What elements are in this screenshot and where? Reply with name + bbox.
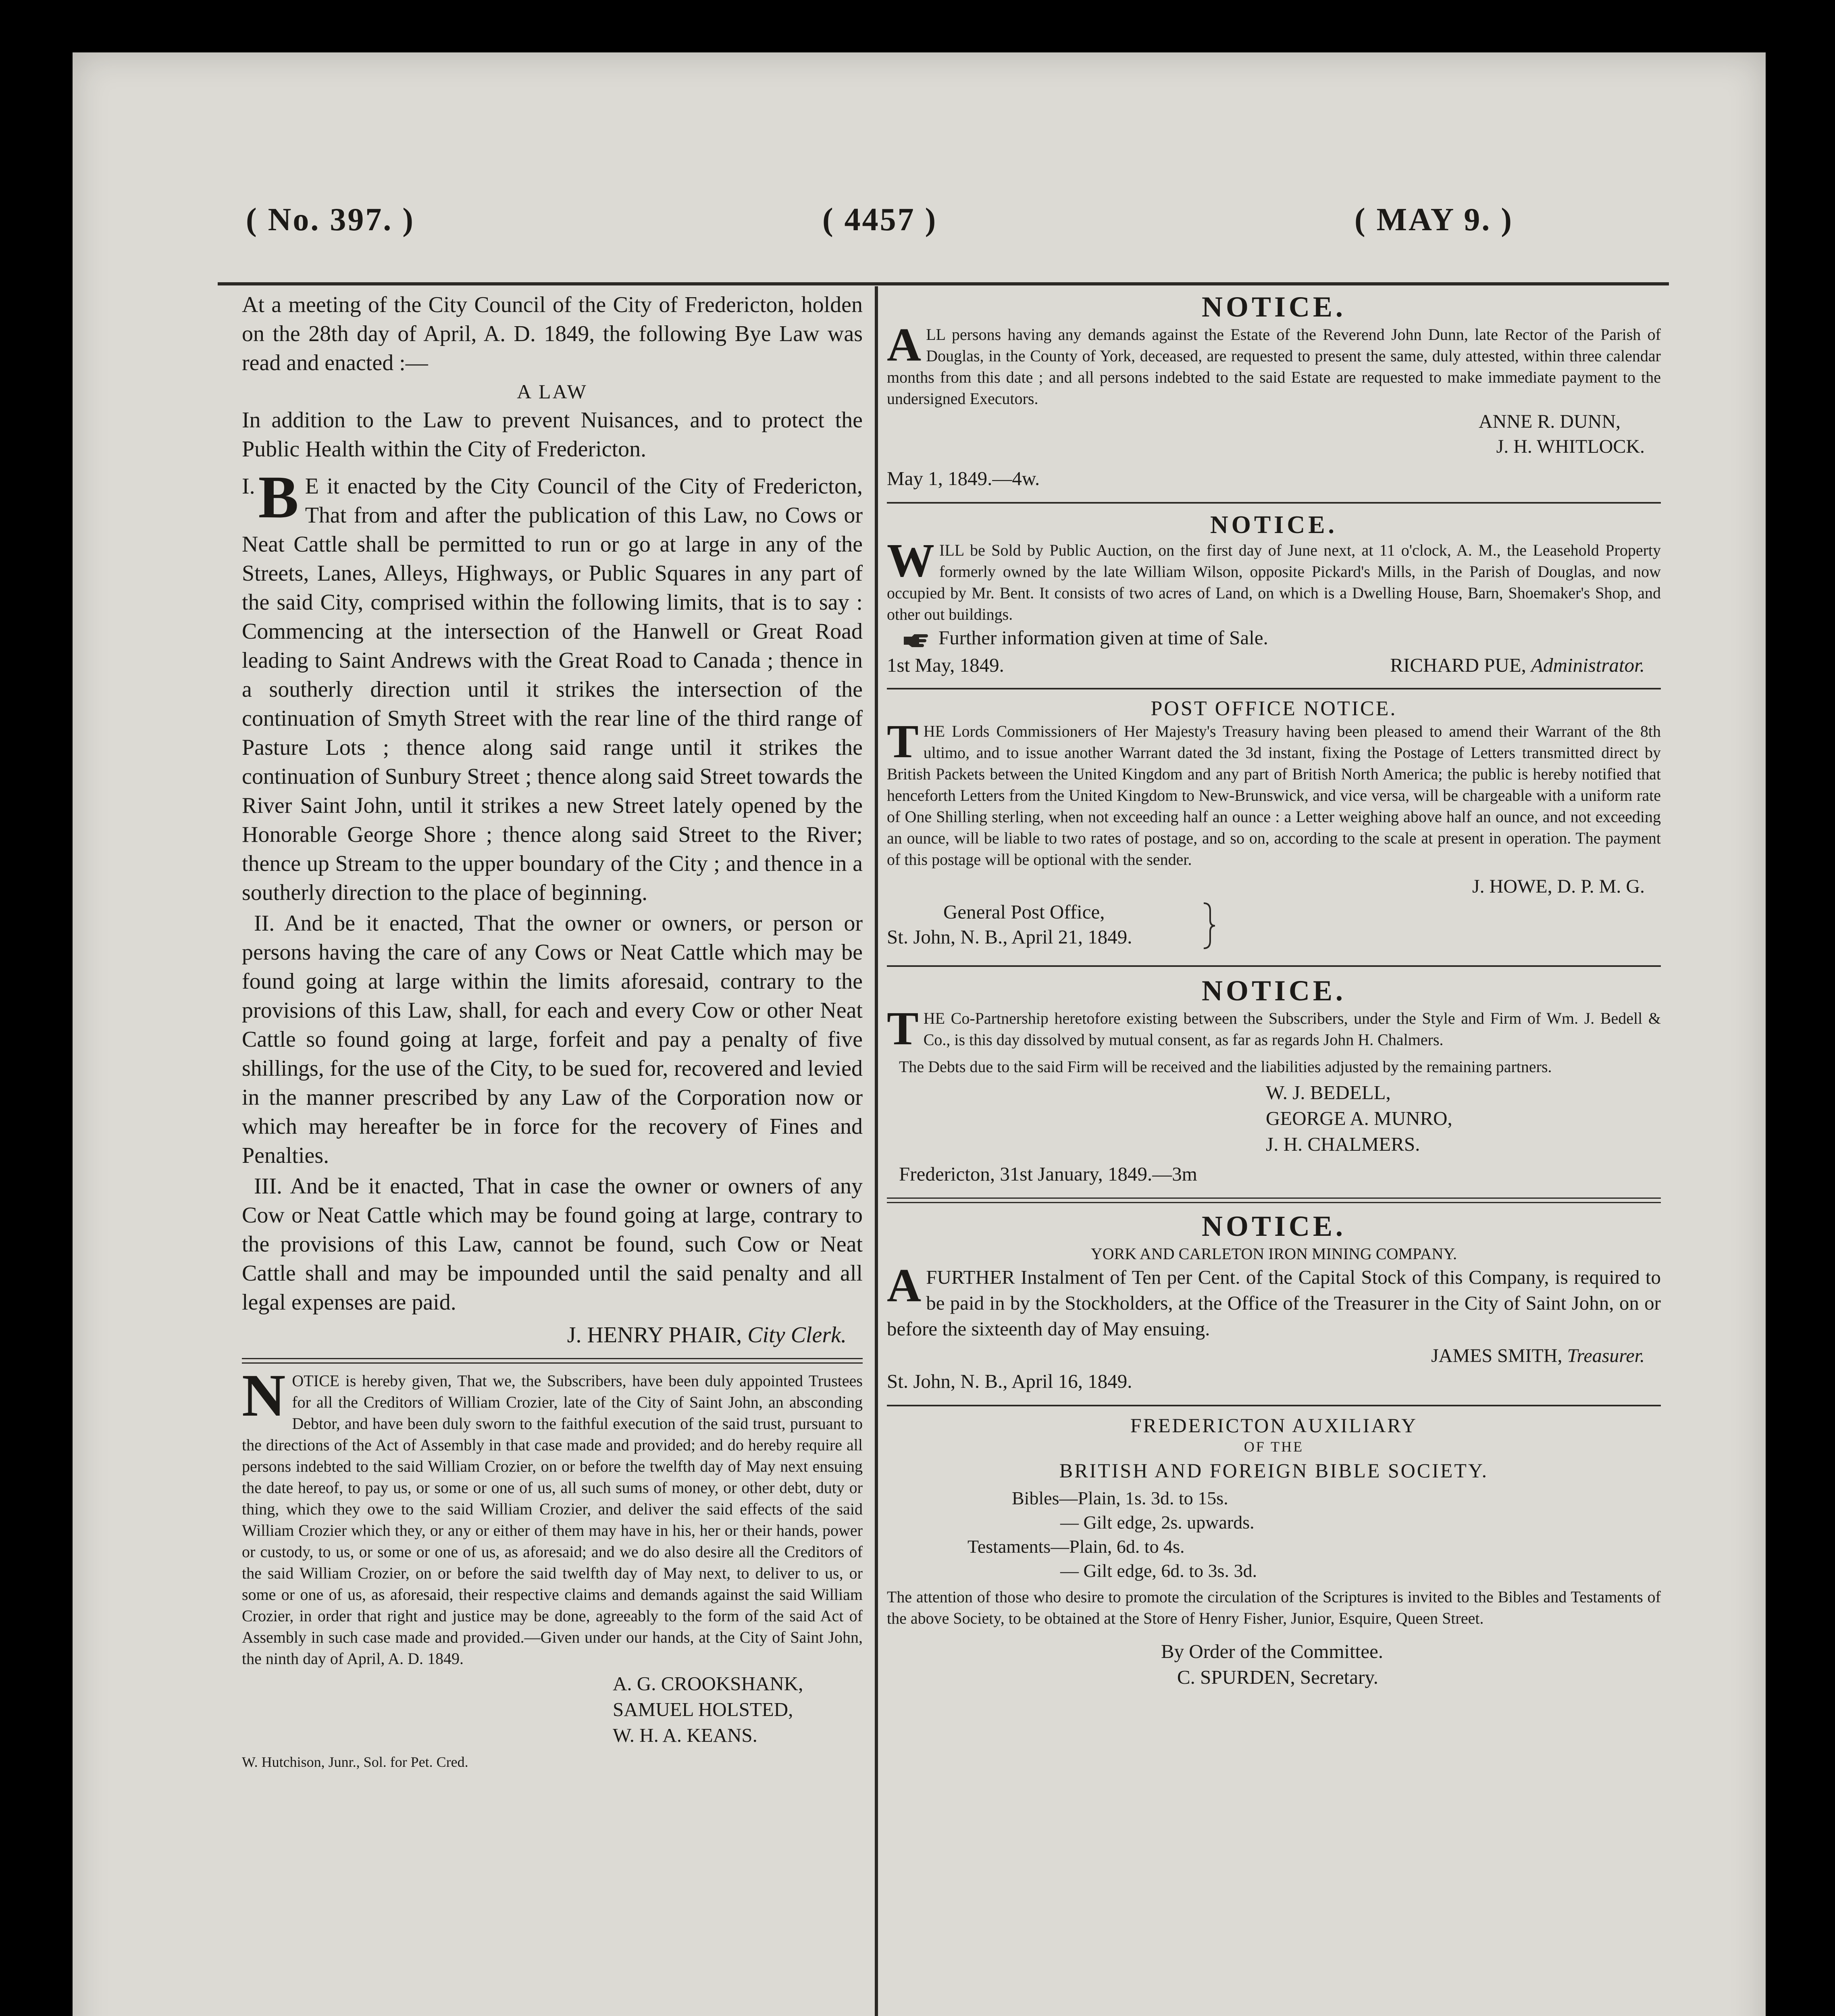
law-section-3: III. And be it enacted, That in case the owner or owners of any Cow or Neat Cattle which may be found going at large, contrary to the provisions of this Law, cannot be found, such Cow or Neat Cattle shall and may be impounded until the said penalty and all legal expenses are paid.	[242, 1174, 863, 1315]
section-1-number: I.	[242, 474, 255, 499]
notice-date: May 1, 1849.—4w.	[887, 467, 1040, 489]
drop-cap: A	[887, 318, 922, 371]
left-column	[242, 290, 863, 1772]
notice-date: St. John, N. B., April 16, 1849.	[887, 1370, 1132, 1392]
administrator-signature	[1390, 652, 1645, 678]
partnership-notice	[887, 1002, 1661, 1055]
drop-cap: N	[242, 1362, 286, 1429]
office-line-1: General Post Office,	[943, 901, 1105, 923]
crozier-notice	[242, 1362, 863, 1669]
partner-2: GEORGE A. MUNRO,	[1266, 1107, 1452, 1129]
section-rule	[887, 1405, 1661, 1406]
partnership-notice-text-2: The Debts due to the said Firm will be received and the liabilities adjusted by the remaining partners.	[899, 1058, 1552, 1076]
postmaster-signature: J. HOWE, D. P. M. G.	[1472, 876, 1645, 897]
issue-number: ( No. 397. )	[246, 202, 415, 237]
further-info-text: Further information given at time of Sale.	[938, 627, 1268, 649]
law-subtitle: In addition to the Law to prevent Nuisances, and to protect the Public Health within the City of Fredericton.	[242, 408, 863, 462]
notice-title: NOTICE.	[1201, 975, 1346, 1007]
section-1-text: E it enacted by the City Council of the City of Fredericton, That from and after the publication of this Law, no Cows or Neat Cattle shall be permitted to run or go at large in any of the Streets, Lanes, Alleys, Highways, or Public Squares in any part of the said City, comprised within the following limits, that is to say : Commencing at the intersection of the Hanwell or Great Road leading to Saint Andrews with the Great Road to Canada ; thence in a southerly direction until it strikes the intersection of the continuation of Smyth Street with the rear line of the third range of Pasture Lots ; thence along said range until it strikes the continuation of Sunbury Street ; thence along said Street towards the River Saint John, until it strikes a new Street lately opened by the Honorable George Shore ; thence along said Street to the River; thence up Stream to the upper boundary of the City ; and thence in a southerly direction to the place of beginning.	[242, 474, 863, 905]
partner-3: J. H. CHALMERS.	[1266, 1133, 1420, 1155]
bible-society-text: The attention of those who desire to promote the circulation of the Scriptures is invited to the Bibles and Testaments of the above Society, to be obtained at the Store of Henry Fisher, Junior, Esquire, Queen Street.	[887, 1588, 1661, 1627]
dunn-estate-notice	[887, 318, 1661, 409]
trustee-signatures	[613, 1671, 863, 1748]
clerk-name: J. HENRY PHAIR,	[567, 1322, 742, 1347]
notice-title: NOTICE.	[1210, 511, 1338, 539]
price-item: — Gilt edge, 6d. to 3s. 3d.	[1060, 1560, 1257, 1581]
notice-title: NOTICE.	[1201, 1210, 1346, 1242]
section-rule	[887, 1198, 1661, 1203]
post-office-notice-text: HE Lords Commissioners of Her Majesty's Treasury having been pleased to amend their Warrant of the 8th ultimo, and to issue another Warrant dated the 3d instant, fixing the Postage of Letters transmitted direct by British Packets between the United Kingdom and any part of British North America; the public is hereby notified that henceforth Letters from the United Kingdom to New-Brunswick, and vice versa, will be chargeable with a uniform rate of One Shilling sterling, when not exceeding half an ounce : a Letter weighing above half an ounce, and not exceeding an ounce, will be liable to two rates of postage, and so on, according to the scale at present in operation. The payment of this postage will be optional with the sender.	[887, 722, 1661, 868]
partner-1: W. J. BEDELL,	[1266, 1081, 1391, 1104]
drop-cap: T	[887, 1002, 919, 1055]
executor-2: J. H. WHITLOCK.	[1496, 436, 1645, 457]
bye-law-intro: At a meeting of the City Council of the City of Fredericton, holden on the 28th day of April, A. D. 1849, the following Bye Law was read and enacted :—	[242, 292, 863, 375]
mining-notice-text: FURTHER Instalment of Ten per Cent. of the Capital Stock of this Company, is required to be paid in by the Stockholders, at the Office of the Treasurer in the City of Saint John, on or before the sixteenth day of May ensuing.	[887, 1266, 1661, 1340]
dunn-notice-text: LL persons having any demands against the Estate of the Reverend John Dunn, late Rector of the Parish of Douglas, in the County of York, deceased, are requested to present the same, duly attested, within three calendar months from this date ; and all persons indebted to the said Estate are requested to make immediate payment to the undersigned Executors.	[887, 325, 1661, 408]
partner-signatures	[1266, 1080, 1661, 1157]
price-item: Bibles—Plain, 1s. 3d. to 15s.	[1012, 1488, 1228, 1508]
price-item: — Gilt edge, 2s. upwards.	[1060, 1512, 1255, 1533]
right-column	[887, 290, 1661, 1690]
clerk-title: City Clerk.	[747, 1322, 847, 1347]
auction-notice-text: ILL be Sold by Public Auction, on the first day of June next, at 11 o'clock, A. M., the Leasehold Property formerly owned by the late William Wilson, opposite Pickard's Mills, in the Parish of Douglas, and now occupied by Mr. Bent. It consists of two acres of Land, on which is a Dwelling House, Barn, Shoemaker's Shop, and other out buildings.	[887, 541, 1661, 623]
bible-society-title-1: FREDERICTON AUXILIARY	[1130, 1414, 1418, 1437]
section-rule	[887, 502, 1661, 504]
law-title: A LAW	[517, 380, 588, 403]
post-office-address	[887, 899, 1661, 952]
issue-date: ( MAY 9. )	[1354, 202, 1514, 237]
executor-1: ANNE R. DUNN,	[1479, 411, 1621, 432]
section-rule	[887, 965, 1661, 967]
post-office-notice	[887, 715, 1661, 870]
brace-icon	[1201, 902, 1217, 950]
auction-signature-row	[887, 651, 1661, 677]
drop-cap: T	[887, 715, 919, 768]
price-item: Testaments—Plain, 6d. to 4s.	[967, 1536, 1185, 1557]
notice-date: 1st May, 1849.	[887, 654, 1004, 676]
clerk-signature	[242, 1322, 863, 1347]
treasurer-title: Treasurer.	[1567, 1345, 1645, 1366]
solicitor-line: W. Hutchison, Junr., Sol. for Pet. Cred.	[242, 1754, 468, 1770]
section-rule	[887, 688, 1661, 689]
secretary-signature: C. SPURDEN, Secretary.	[1177, 1666, 1379, 1688]
law-section-1	[242, 464, 863, 907]
administrator-title: Administrator.	[1531, 654, 1645, 676]
order-line: By Order of the Committee.	[1161, 1640, 1384, 1662]
mining-company-notice	[887, 1259, 1661, 1342]
auction-notice	[887, 534, 1661, 625]
trustee-2: SAMUEL HOLSTED,	[613, 1698, 793, 1720]
pointing-hand-icon	[903, 633, 931, 647]
company-name: YORK AND CARLETON IRON MINING COMPANY.	[1090, 1245, 1457, 1263]
notice-title: NOTICE.	[1201, 291, 1346, 323]
administrator-name: RICHARD PUE,	[1390, 654, 1526, 676]
further-info	[887, 625, 1661, 651]
drop-cap: B	[258, 464, 299, 531]
page-number: ( 4457 )	[822, 202, 938, 237]
bible-society-of: OF THE	[1244, 1439, 1304, 1455]
newspaper-page	[73, 52, 1766, 2016]
law-section-2: II. And be it enacted, That the owner or owners, or person or persons having the care of any Cows or Neat Cattle which may be found going at large within the limits aforesaid, contrary to the provisions of this Law, shall, for each and every Cow or other Neat Cattle so found going at large, forfeit and pay a penalty of five shillings, for the use of the City, to be sued for, recovered and levied in the manner prescribed by any Law of the Corporation now or which may hereafter be in force for the recovery of Fines and Penalties.	[242, 911, 863, 1168]
trustee-3: W. H. A. KEANS.	[613, 1724, 757, 1746]
price-list	[887, 1486, 1661, 1583]
column-divider	[875, 286, 878, 2016]
drop-cap: W	[887, 534, 934, 587]
bible-society-title-2: BRITISH AND FOREIGN BIBLE SOCIETY.	[1059, 1459, 1489, 1482]
partnership-notice-text: HE Co-Partnership heretofore existing between the Subscribers, under the Style and Firm of Wm. J. Bedell & Co., is this day dissolved by mutual consent, as far as regards John H. Chalmers.	[923, 1009, 1661, 1049]
treasurer-signature	[887, 1343, 1661, 1368]
section-rule	[242, 1358, 863, 1364]
drop-cap: A	[887, 1259, 922, 1312]
notice-title: POST OFFICE NOTICE.	[1151, 697, 1397, 720]
office-line-2: St. John, N. B., April 21, 1849.	[887, 926, 1132, 948]
crozier-notice-text: OTICE is hereby given, That we, the Subscribers, have been duly appointed Trustees for all the Creditors of William Crozier, late of the City of Saint John, an absconding Debtor, and have been duly sworn to the faithful execution of the said trust, pursuant to the directions of the Act of Assembly in that case made and provided; and do hereby require all persons indebted to the said William Crozier, on or before the twelfth day of May next ensuing the date hereof, to pay us, or some or one of us, all such sums of money, or other debt, duty or thing, which they owe to the said William Crozier, and deliver the said effects of the said William Crozier which they, or any or either of them may have in his, her or their hands, power or custody, to us, or some or one of us, as aforesaid; and we do also desire all the Creditors of the said William Crozier, on or before the said twelfth day of May next, to deliver to us, or some or one of us, as aforesaid, their respective claims and demands against the said William Crozier, in order that right and justice may be done, agreeably to the form of the said Act of Assembly in such case made and provided.—Given under our hands, at the City of Saint John, the ninth day of April, A. D. 1849.	[242, 1372, 863, 1668]
notice-date: Fredericton, 31st January, 1849.—3m	[899, 1163, 1197, 1185]
header-rule	[218, 282, 1669, 285]
treasurer-name: JAMES SMITH,	[1431, 1345, 1562, 1366]
trustee-1: A. G. CROOKSHANK,	[613, 1672, 803, 1695]
